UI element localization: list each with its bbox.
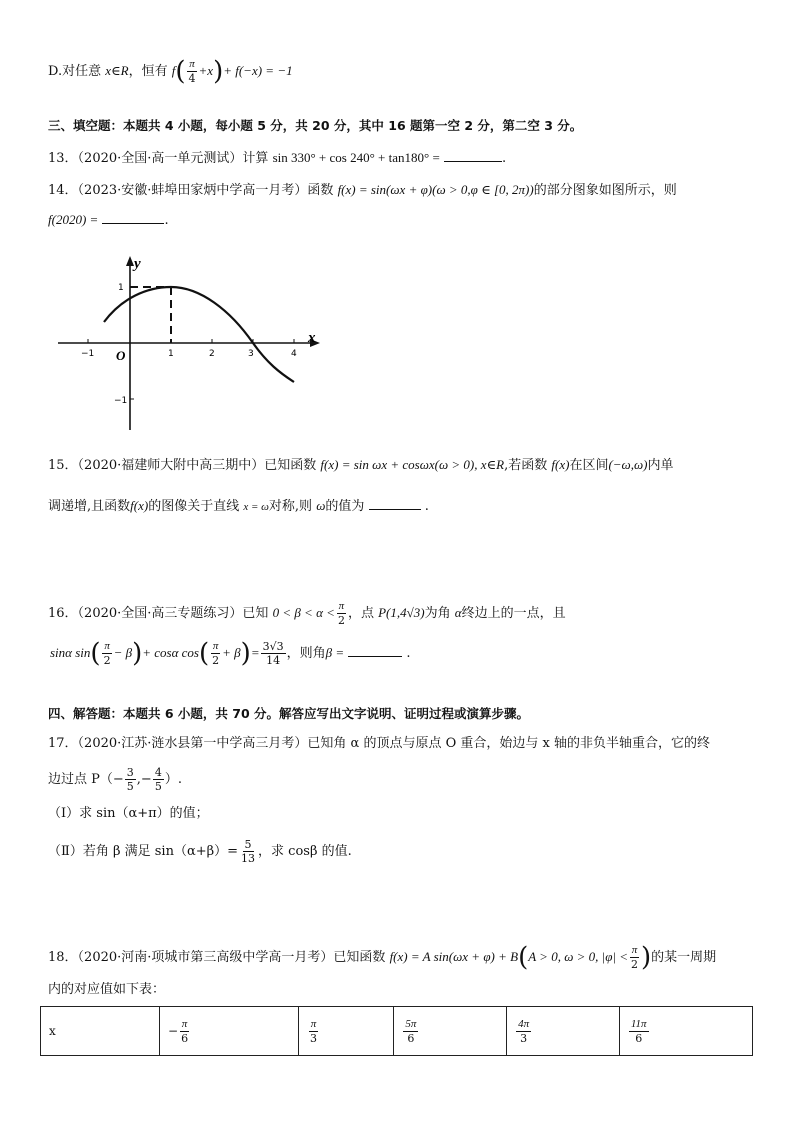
q17-frac-3-5: $\frac{3}{5}$ — [126, 766, 134, 793]
q17-part-1: （Ⅰ）求 sin（α+π）的值； — [48, 806, 209, 821]
q15-omega: ω — [316, 498, 326, 513]
x-tick-4: 4 — [291, 349, 297, 359]
q15-line2-a: 调递增,且函数 — [48, 499, 131, 514]
q13-source: （2020·全国·高一单元测试） — [77, 151, 243, 166]
q13-expr: sin 330° + cos 240° + tan180° = — [272, 150, 440, 165]
q15-fx: f(x) — [551, 457, 570, 472]
q15-source: （2020·福建师大附中高三期中） — [77, 458, 265, 473]
table-cell: − $\frac{\pi}{6}$ — [160, 1007, 299, 1056]
q16-condition: 0 < β < α < — [272, 605, 335, 620]
graph-x-ticks — [81, 339, 297, 359]
q13-stem: 计算 — [242, 151, 269, 166]
q17-part2-text: （Ⅱ）若角 β 满足 sin（α+β）= — [48, 844, 239, 859]
q15-stem-2: ,若函数 — [504, 458, 548, 473]
section-3-heading: 三、填空题：本题共 4 小题，每小题 5 分，共 20 分，其中 16 题第一空 2 分，第二空 3 分。 — [48, 118, 583, 133]
table-cell: $\frac{11\pi}{6}$ — [619, 1007, 752, 1056]
q17-stem: 已知角 α 的顶点与原点 O 重合，始边与 x 轴的非负半轴重合，它的终 — [307, 736, 710, 751]
q15-stem: 已知函数 — [264, 458, 317, 473]
q15-interval: (−ω,ω) — [608, 457, 648, 472]
table-cell: $\frac{5\pi}{6}$ — [394, 1007, 507, 1056]
q17-frac-4-5: $\frac{4}{5}$ — [154, 766, 162, 793]
q14-sine-graph — [52, 250, 332, 440]
table-cell: $\frac{\pi}{3}$ — [298, 1007, 393, 1056]
q15-end: . — [424, 499, 429, 514]
q16-point: P(1,4√3) — [378, 605, 425, 620]
q16-stem-3: 为角 — [424, 606, 451, 621]
q15-line-2 — [48, 496, 429, 517]
q17-number: 17． — [48, 736, 78, 751]
q16-stem-2: ，点 — [347, 606, 374, 621]
q15-stem-4: 内单 — [647, 458, 674, 473]
question-14 — [48, 180, 677, 201]
q16-beta: β = — [325, 645, 345, 660]
table-cell: $\frac{4\pi}{3}$ — [507, 1007, 620, 1056]
q15-number: 15． — [48, 458, 78, 473]
q15-line2-c: 对称,则 — [268, 499, 313, 514]
q16-line-2: sinα sin( $\frac{\pi}{2}$ − β)+ cosα cos( $\frac{\pi}{2}$ + β)= $\frac{3√3}{14}$ ，则角β = . — [50, 638, 411, 669]
q16-alpha: α — [454, 605, 462, 620]
table-row — [41, 1007, 753, 1056]
q14-answer-blank[interactable] — [102, 211, 164, 224]
q15-line2-b: 的图像关于直线 — [148, 499, 240, 514]
q16-ask: ，则角 — [286, 646, 326, 661]
q18-line-2: 内的对应值如下表： — [48, 982, 166, 997]
q14-ask-line: f(2020) = . — [48, 212, 169, 228]
q17-point-end: ）. — [164, 772, 182, 787]
q17-frac-5-13: $\frac{5}{13}$ — [241, 838, 256, 865]
option-d-f: f — [171, 63, 176, 78]
q16-number: 16． — [48, 606, 78, 621]
option-d: D.对任意 x∈R，恒有 f( $\frac{\pi}{4}$ +x)+ f(−x) = −1 — [48, 56, 293, 87]
q15-stem-3: 在区间 — [569, 458, 609, 473]
table-header-x: x — [41, 1007, 160, 1056]
option-d-label: D.对任意 — [48, 64, 102, 79]
graph-sine-curve — [104, 287, 294, 382]
q16-sin-alpha: sinα sin — [50, 645, 91, 660]
x-tick-3: 3 — [248, 349, 254, 359]
graph-origin: O — [116, 348, 126, 363]
q18-source: （2020·河南·项城市第三高级中学高一月考） — [77, 950, 334, 965]
option-d-cond: x∈R — [105, 63, 129, 78]
q18-conditions: A > 0, ω > 0, |φ| < — [528, 949, 629, 964]
q16-answer-blank[interactable] — [348, 644, 402, 657]
q18-stem: 已知函数 — [333, 950, 386, 965]
q14-stem-2: 的部分图象如图所示，则 — [533, 183, 677, 198]
q16-pi-over-2: $\frac{\pi}{2}$ — [337, 600, 345, 627]
q18-value-table — [40, 1006, 753, 1056]
q14-stem: 函数 — [307, 183, 334, 198]
q15-line2-d: 的值为 — [325, 499, 365, 514]
q15-answer-blank[interactable] — [369, 497, 421, 510]
question-15 — [48, 455, 674, 476]
option-d-mid: ，恒有 — [128, 64, 168, 79]
question-13: 13．（2020·全国·高一单元测试）计算 sin 330° + cos 240° + tan180° = . — [48, 150, 507, 166]
q16-plus-beta: + β — [222, 645, 241, 660]
q18-function: f(x) = A sin(ωx + φ) + B — [389, 949, 519, 964]
section-4-heading: 四、解答题：本题共 6 小题，共 70 分。解答应写出文字说明、证明过程或演算步骤。 — [48, 706, 530, 721]
x-tick-neg1: −1 — [81, 349, 95, 359]
q16-minus-beta: − β — [113, 645, 133, 660]
q15-function: f(x) = sin ωx + cosωx(ω > 0), x∈R — [320, 457, 505, 472]
q16-stem: 已知 — [242, 606, 269, 621]
q13-answer-blank[interactable] — [444, 149, 502, 162]
q17-line-2 — [48, 766, 182, 793]
y-tick-neg1: −1 — [114, 396, 128, 406]
q16-equals: = — [250, 645, 260, 660]
graph-y-label: y — [134, 256, 141, 272]
question-17 — [48, 734, 710, 754]
q15-fx-2: f(x) — [130, 498, 149, 513]
q17-point-start: 边过点 P（− — [48, 772, 124, 787]
q16-source: （2020·全国·高三专题练习） — [77, 606, 243, 621]
q16-cos-alpha: + cosα cos — [142, 645, 199, 660]
q18-stem-2: 的某一周期 — [651, 950, 717, 965]
option-d-rest: + f(−x) = −1 — [223, 63, 293, 78]
q13-number: 13． — [48, 151, 78, 166]
graph-x-label: x — [308, 330, 316, 346]
question-16 — [48, 600, 566, 627]
q15-line-eq: x = ω — [243, 501, 269, 513]
q17-part2-end: ，求 cosβ 的值. — [258, 844, 352, 859]
question-18: 18．（2020·河南·项城市第三高级中学高一月考）已知函数 f(x) = A sin(ωx + φ) + B(A > 0, ω > 0, |φ| < $\frac{\pi}{2}$ )的某一周期 — [48, 942, 717, 973]
option-d-plus-x: +x — [198, 63, 214, 78]
q16-value: $\frac{3√3}{14}$ — [262, 640, 284, 667]
x-tick-2: 2 — [209, 349, 215, 359]
q18-number: 18． — [48, 950, 78, 965]
q14-source: （2023·安徽·蚌埠田家炳中学高一月考） — [77, 183, 308, 198]
q17-source: （2020·江苏·涟水县第一中学高三月考） — [77, 736, 308, 751]
graph-y-arrow — [126, 256, 134, 266]
x-tick-1: 1 — [168, 349, 174, 359]
option-d-frac: $\frac{\pi}{4}$ — [188, 58, 196, 85]
q16-end: . — [406, 646, 411, 661]
q14-function: f(x) = sin(ωx + φ)(ω > 0,φ ∈ [0, 2π)) — [337, 182, 534, 197]
q18-pi-over-2: $\frac{\pi}{2}$ — [631, 944, 639, 971]
y-tick-1: 1 — [118, 283, 124, 293]
q16-stem-4: 终边上的一点，且 — [461, 606, 566, 621]
q17-part-2 — [48, 838, 352, 865]
q14-ask: f(2020) = — [48, 212, 99, 227]
q17-comma: ,− — [136, 772, 152, 787]
q14-number: 14． — [48, 183, 78, 198]
